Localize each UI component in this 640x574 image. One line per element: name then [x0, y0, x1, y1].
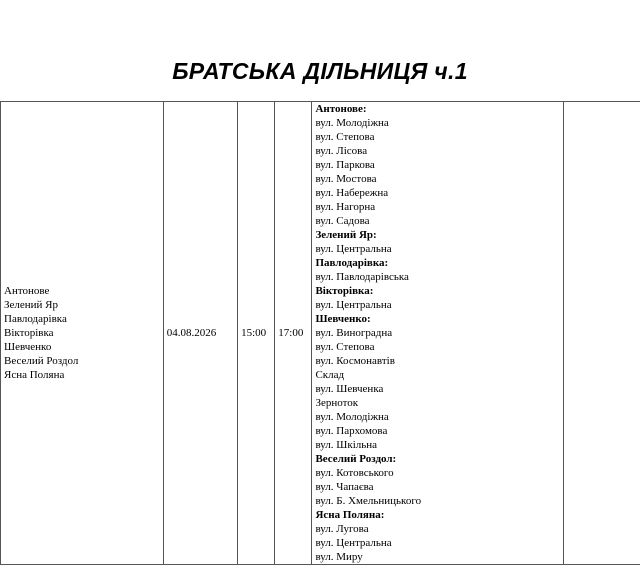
street-item: вул. Виноградна — [315, 327, 393, 339]
street-item: вул. Пархомова — [315, 425, 388, 437]
street-item: вул. Б. Хмельницького — [315, 495, 422, 507]
village-name: Ясна Поляна — [4, 369, 65, 381]
street-item: вул. Котовського — [315, 467, 394, 479]
street-item: вул. Степова — [315, 341, 375, 353]
village-name: Вікторівка — [4, 327, 54, 339]
streets-list — [315, 102, 559, 564]
village-name: Веселий Роздол — [4, 355, 79, 367]
street-item: вул. Центральна — [315, 243, 392, 255]
date-cell: 04.08.2026 — [163, 102, 237, 565]
village-heading: Веселий Роздол: — [315, 453, 397, 465]
street-item: вул. Молодіжна — [315, 117, 389, 129]
street-item: вул. Набережна — [315, 187, 389, 199]
street-item: Склад — [315, 369, 345, 381]
schedule-table — [0, 101, 640, 565]
village-heading: Антонове: — [315, 103, 367, 115]
village-name: Зелений Яр — [4, 299, 59, 311]
village-name: Антонове — [4, 285, 50, 297]
street-item: вул. Лугова — [315, 523, 369, 535]
village-heading: Зелений Яр: — [315, 229, 377, 241]
page-title: БРАТСЬКА ДІЛЬНИЦЯ ч.1 — [172, 58, 468, 84]
start-time-cell: 15:00 — [238, 102, 275, 565]
street-item: вул. Космонавтів — [315, 355, 395, 367]
streets-cell — [312, 102, 563, 565]
village-name: Шевченко — [4, 341, 52, 353]
street-item: вул. Миру — [315, 551, 363, 563]
village-name: Павлодарівка — [4, 313, 67, 325]
villages-list — [4, 284, 160, 382]
street-item: вул. Центральна — [315, 299, 392, 311]
street-item: вул. Центральна — [315, 537, 392, 549]
street-item: вул. Шкільна — [315, 439, 378, 451]
table-row — [1, 102, 640, 565]
street-item: вул. Молодіжна — [315, 411, 389, 423]
street-item: вул. Степова — [315, 131, 375, 143]
village-heading: Шевченко: — [315, 313, 371, 325]
villages-cell — [1, 102, 164, 565]
street-item: вул. Лісова — [315, 145, 368, 157]
village-heading: Вікторівка: — [315, 285, 374, 297]
street-item: вул. Мостова — [315, 173, 377, 185]
street-item: вул. Садова — [315, 215, 370, 227]
village-heading: Павлодарівка: — [315, 257, 389, 269]
street-item: вул. Чапаєва — [315, 481, 374, 493]
street-item: вул. Шевченка — [315, 383, 384, 395]
end-time-cell: 17:00 — [275, 102, 312, 565]
street-item: вул. Нагорна — [315, 201, 376, 213]
empty-cell — [563, 102, 640, 565]
village-heading: Ясна Поляна: — [315, 509, 385, 521]
street-item: вул. Паркова — [315, 159, 375, 171]
street-item: вул. Павлодарівська — [315, 271, 409, 283]
street-item: Зерноток — [315, 397, 359, 409]
